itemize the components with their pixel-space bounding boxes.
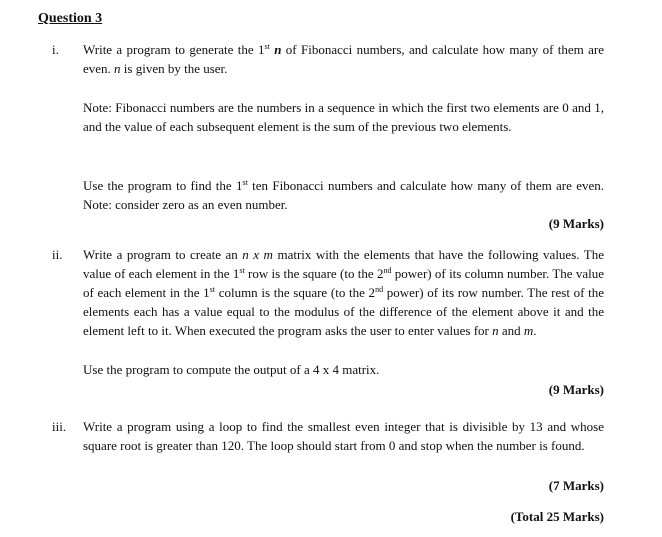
part-iii-text: Write a program using a loop to find the smallest even integer that is divisible by 13 and whose square root is greater than 120. The loop should start from 0 and stop when the number is found. xyxy=(83,419,604,453)
part-i-text: Write a program to generate the 1st n of Fibonacci numbers, and calculate how many of them are even. n is given by the user. xyxy=(83,42,605,76)
total-marks: (Total 25 Marks) xyxy=(510,509,604,524)
part-ii-number: ii. xyxy=(52,247,63,262)
part-i-number: i. xyxy=(52,42,59,57)
part-iii-number: iii. xyxy=(52,419,67,434)
part-ii-text: Write a program to create an n x m matrix with the elements that have the following values. The value of each element in the 1st row is the square (to the 2nd power) of its column number. The value of each element in the 1st column is the square (to the 2nd power) of its row number. The rest of the elements each has a value equal to the modulus of the difference of the element above it and the element left to it. When executed the program asks the user to enter values for n and m. xyxy=(83,247,604,338)
part-i-marks: (9 Marks) xyxy=(548,216,604,231)
part-i-instruction: Use the program to find the 1st ten Fibonacci numbers and calculate how many of them are even. Note: consider zero as an even number. xyxy=(83,178,604,212)
part-ii-instruction: Use the program to compute the output of a 4 x 4 matrix. xyxy=(83,362,380,377)
question-title: Question 3 xyxy=(38,11,103,26)
part-iii-marks: (7 Marks) xyxy=(548,478,604,493)
part-ii-marks: (9 Marks) xyxy=(548,382,604,397)
part-i-note: Note: Fibonacci numbers are the numbers in a sequence in which the first two elements are 0 and 1, and the value of each subsequent element is the sum of the previous two elements. xyxy=(83,100,604,134)
